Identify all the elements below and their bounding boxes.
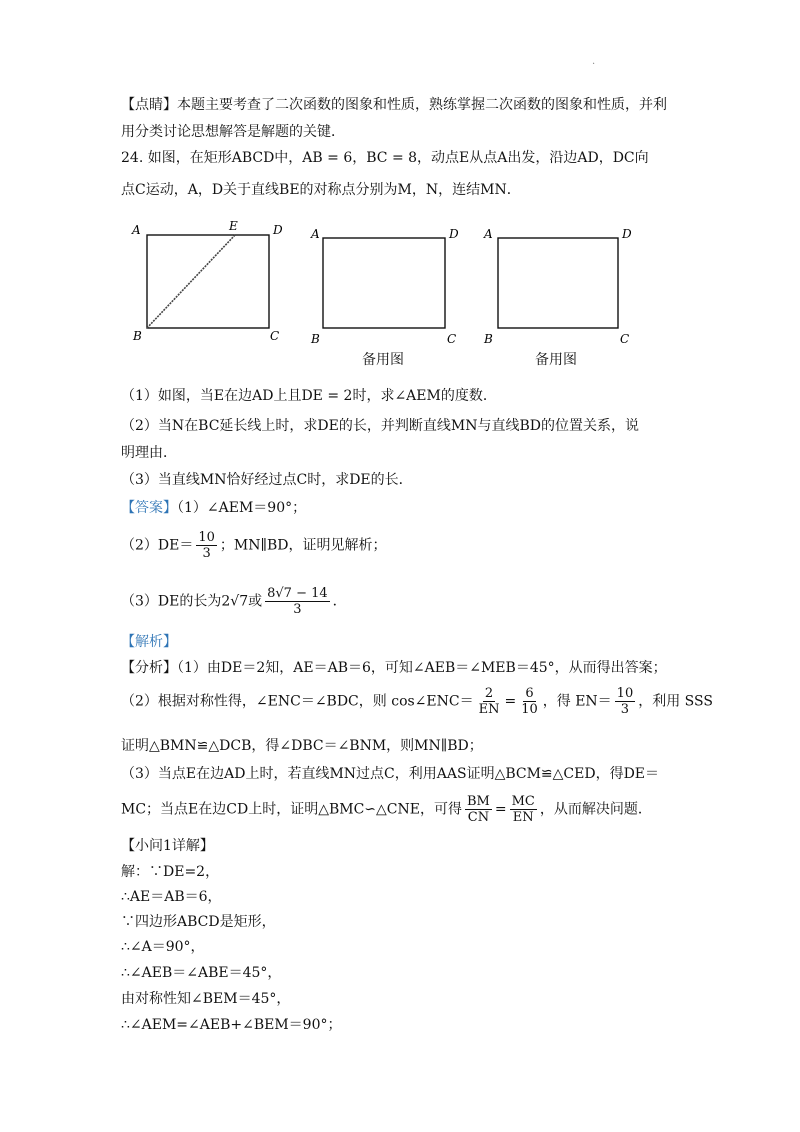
question-line-2: 点C运动，A，D关于直线BE的对称点分别为M，N，连结MN．	[121, 182, 521, 198]
fraction-numerator: 8√7 − 14	[267, 586, 328, 601]
fraction-numerator: MC	[511, 794, 535, 809]
figure-1	[128, 218, 298, 348]
answer-3-value-a: 2√7	[221, 593, 249, 610]
fraction-denominator: CN	[467, 810, 490, 825]
solution-step-4: ∴∠A＝90°，	[121, 939, 205, 955]
fig2-caption: 备用图	[362, 352, 404, 368]
fig1-label-B: B	[133, 329, 142, 343]
answer-line-1	[121, 498, 306, 518]
analysis-3b-fraction-2	[510, 794, 537, 825]
answer-tag: 【答案】	[121, 500, 177, 516]
analysis-line-2b: 证明△BMN≌△DCB，得∠DBC＝∠BNM，则MN∥BD；	[121, 738, 483, 754]
answer-3-fraction	[265, 586, 330, 617]
fig3-label-C: C	[620, 332, 630, 346]
fig2-label-A: A	[311, 227, 320, 241]
analysis-line-3a: （3）当点E在边AD上时，若直线MN过点C，利用AAS证明△BCM≌△CED，得DE＝	[121, 766, 660, 782]
fraction-denominator: EN	[512, 810, 534, 825]
fig3-caption: 备用图	[535, 352, 577, 368]
answer-line-2	[121, 530, 386, 561]
analysis-line-1: 【分析】（1）由DE＝2知，AE＝AB＝6，可知∠AEB＝∠MEB＝45°，从而得出答案；	[121, 660, 667, 676]
solution-step-5: ∴∠AEB＝∠ABE＝45°，	[121, 965, 282, 981]
fraction-numerator: 6	[525, 686, 534, 701]
answer-3-suffix: ．	[332, 593, 347, 610]
fraction-numerator: 10	[198, 530, 215, 545]
answer-2-fraction	[196, 530, 217, 561]
analysis-2-suffix: ，利用 SSS	[638, 693, 713, 710]
fraction-numerator: 10	[616, 686, 634, 701]
analysis-line-2	[121, 686, 713, 717]
fig2-label-B: B	[311, 332, 320, 346]
fraction-numerator: BM	[466, 794, 490, 809]
analysis-3b-fraction-1	[465, 794, 492, 825]
answer-1: （1）∠AEM＝90°；	[177, 500, 307, 516]
fig1-label-A: A	[132, 223, 141, 237]
solution-step-3: ∵四边形ABCD是矩形，	[121, 914, 276, 930]
analysis-3b-prefix: MC；当点E在边CD上时，证明△BMC∽△CNE，可得	[121, 801, 462, 818]
subquestion-2a: （2）当N在BC延长线上时，求DE的长，并判断直线MN与直线BD的位置关系，说	[121, 418, 639, 434]
equals-sign: =	[504, 693, 517, 710]
solution-step-1: 解：∵DE=2，	[121, 864, 220, 880]
fig2-label-D: D	[449, 227, 459, 241]
analysis-tag: 【解析】	[121, 634, 177, 650]
solution-step-2: ∴AE＝AB＝6，	[121, 889, 222, 905]
fraction-denominator: EN	[478, 702, 500, 717]
fraction-numerator: 2	[484, 686, 494, 701]
analysis-2-fraction-1	[477, 686, 502, 717]
fig3-label-B: B	[484, 332, 493, 346]
answer-2-suffix: ；MN∥BD，证明见解析；	[219, 537, 387, 554]
figure-3	[480, 220, 640, 350]
fig3-label-A: A	[484, 227, 493, 241]
fraction-denominator: 3	[293, 602, 302, 617]
fraction-denominator: 10	[521, 702, 538, 717]
analysis-line-3b	[121, 794, 652, 825]
fig2-label-C: C	[447, 332, 457, 346]
solution-step-6: 由对称性知∠BEM＝45°，	[121, 991, 291, 1007]
fig1-label-E: E	[229, 219, 238, 233]
comment-line-1: 【点睛】本题主要考查了二次函数的图象和性质，熟练掌握二次函数的图象和性质，并利	[121, 97, 667, 113]
answer-3-or: 或	[248, 593, 263, 610]
analysis-2-prefix: （2）根据对称性得，∠ENC＝∠BDC，则 cos∠ENC＝	[121, 693, 474, 710]
answer-line-3	[121, 586, 347, 617]
fig3-label-D: D	[622, 227, 632, 241]
equals-sign: =	[494, 801, 507, 818]
subquestion-3: （3）当直线MN恰好经过点C时，求DE的长．	[121, 472, 413, 488]
solution-step-7: ∴∠AEM=∠AEB+∠BEM＝90°；	[121, 1017, 342, 1033]
corner-mark: .	[592, 56, 596, 67]
answer-2-prefix: （2）DE＝	[121, 537, 194, 554]
analysis-2-fraction-2	[519, 686, 540, 717]
subquestion-1: （1）如图，当E在边AD上且DE = 2时，求∠AEM的度数．	[121, 388, 497, 404]
fig1-label-D: D	[273, 223, 283, 237]
detail-tag: 【小问1详解】	[121, 838, 214, 854]
figure-2	[308, 220, 468, 350]
fraction-denominator: 3	[620, 702, 630, 717]
analysis-2-middle: ，得 EN＝	[542, 693, 612, 710]
fig1-label-C: C	[270, 329, 280, 343]
answer-3-prefix: （3）DE的长为	[121, 593, 222, 610]
analysis-3b-suffix: ，从而解决问题．	[539, 801, 652, 818]
question-line-1: 24. 如图，在矩形ABCD中，AB = 6，BC = 8，动点E从点A出发，沿边AD，DC向	[121, 150, 649, 166]
analysis-2-fraction-3	[615, 686, 636, 717]
comment-line-2: 用分类讨论思想解答是解题的关键．	[121, 124, 345, 140]
fraction-denominator: 3	[202, 546, 211, 561]
subquestion-2b: 明理由．	[121, 445, 177, 461]
